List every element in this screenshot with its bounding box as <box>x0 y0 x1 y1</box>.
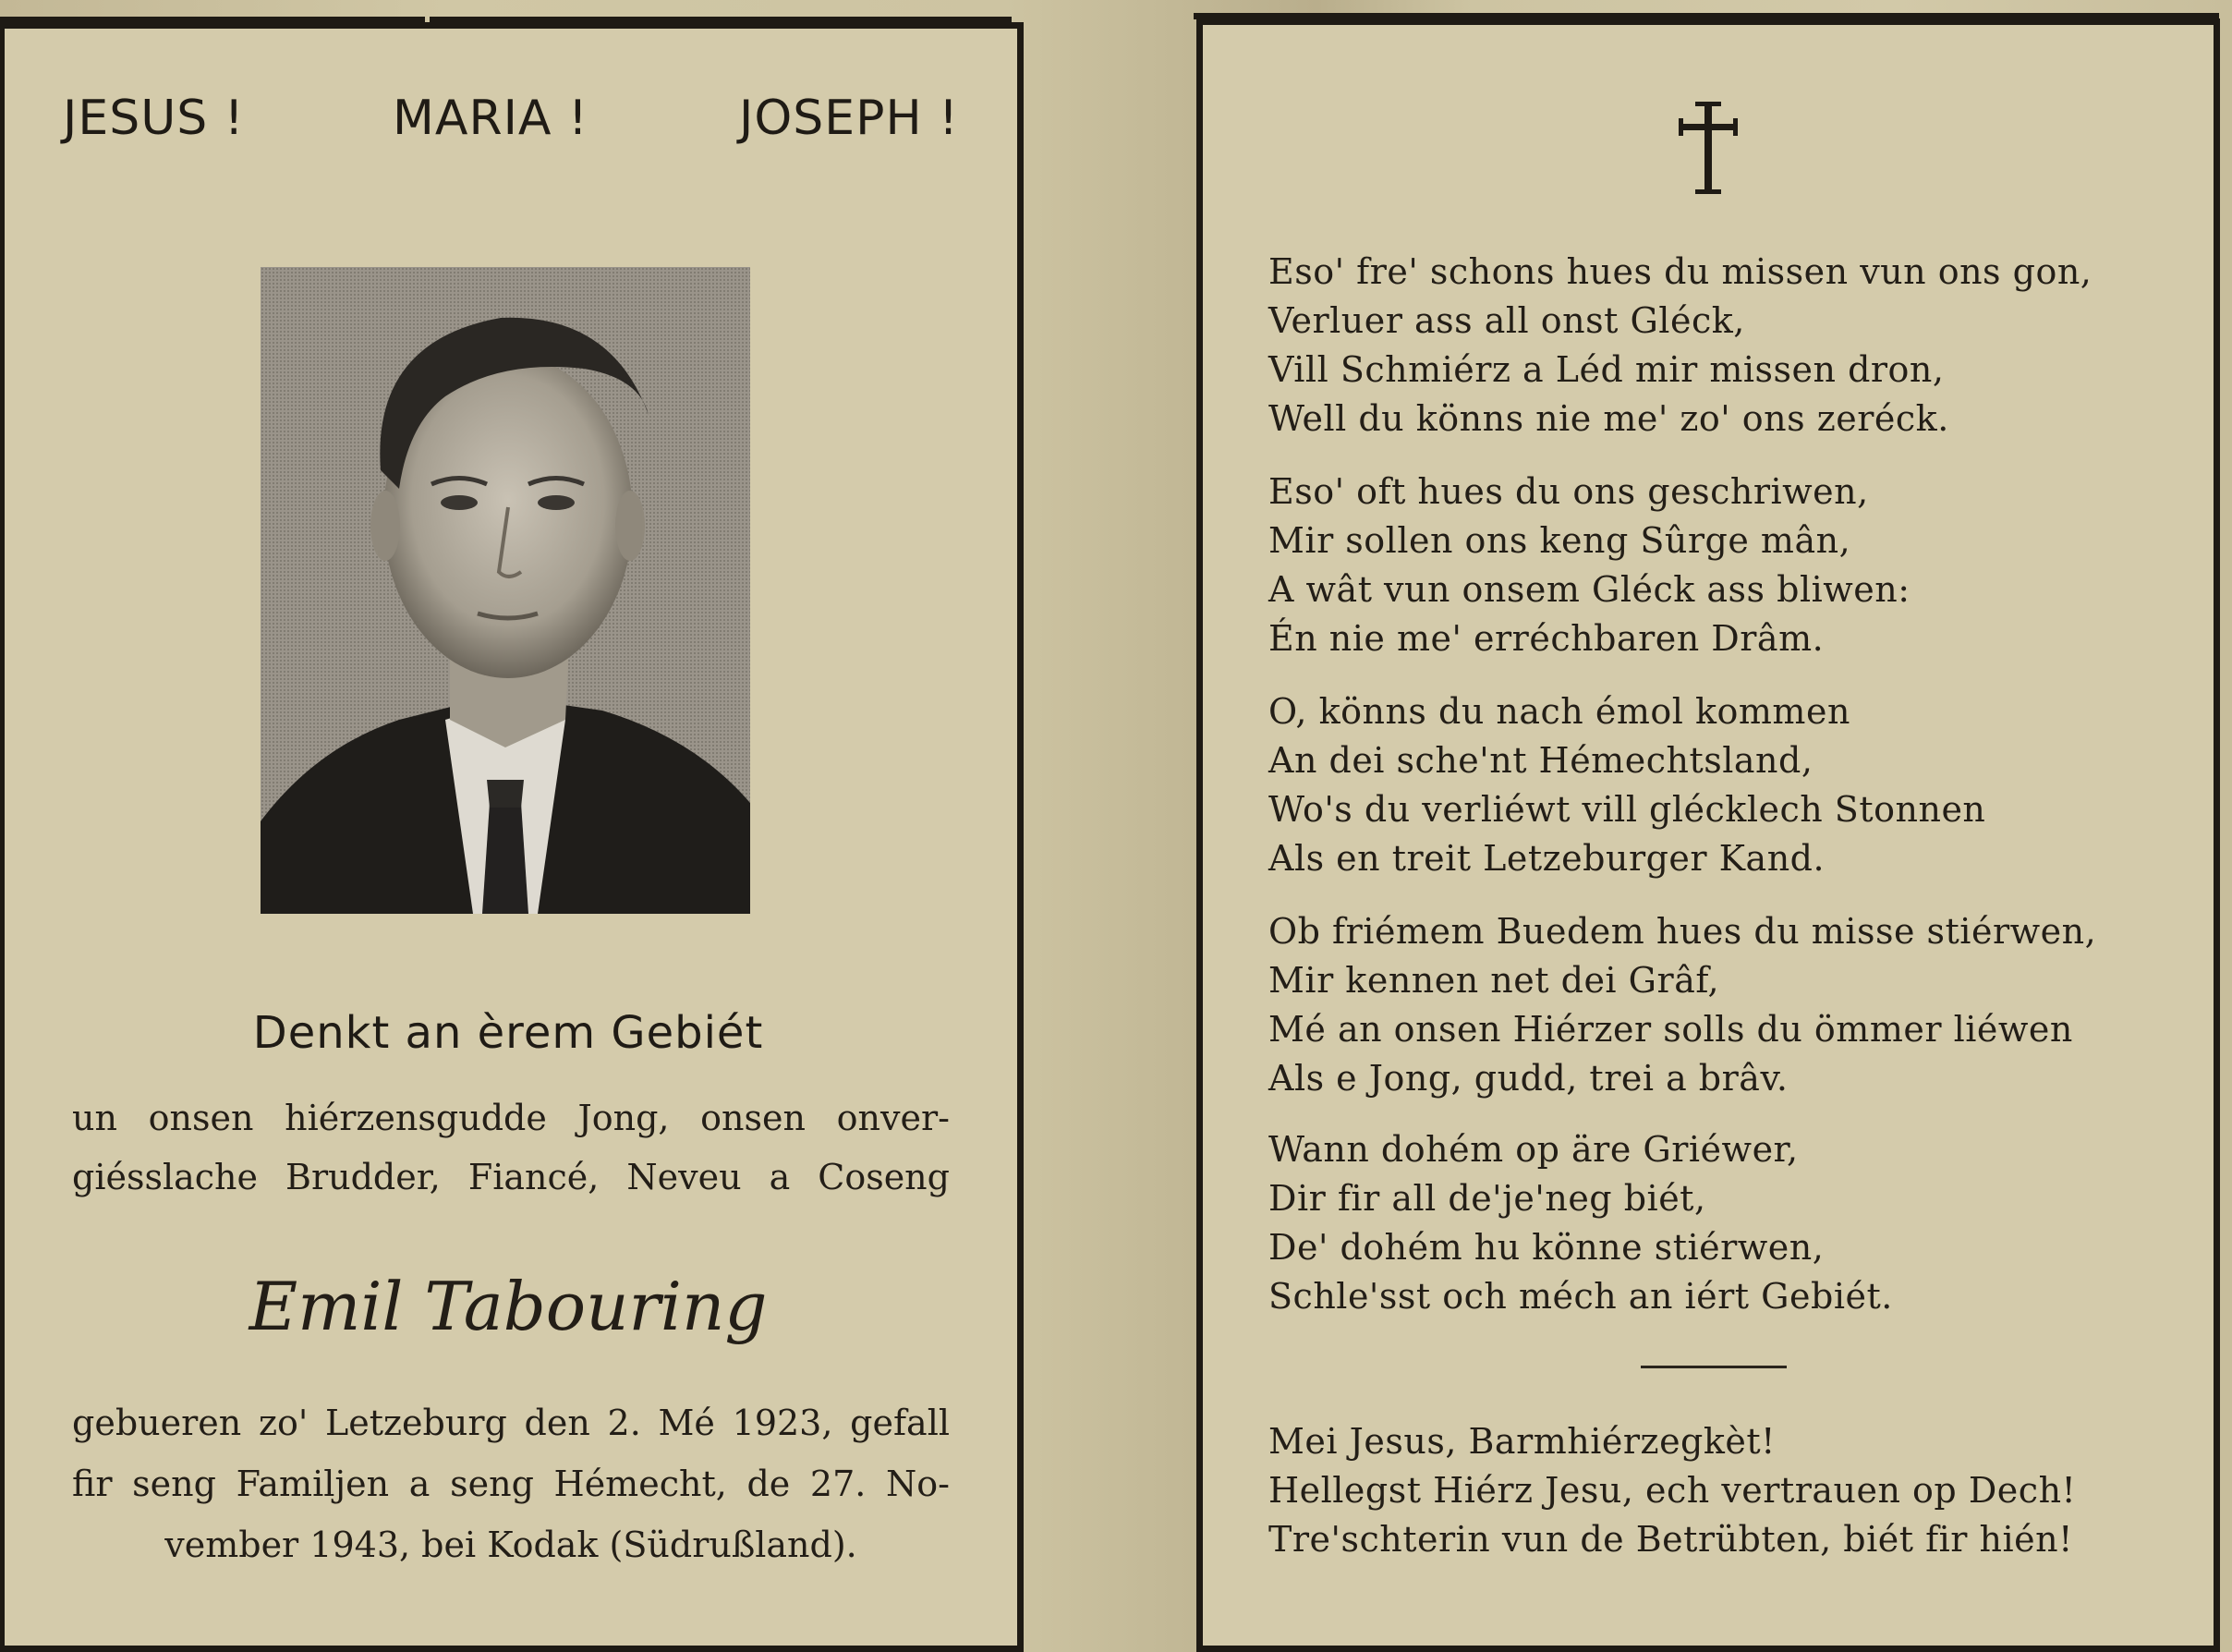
verse-1-line-3: Vill Schmiérz a Léd mir missen dron, <box>1268 349 1945 390</box>
cross-icon <box>1679 102 1738 198</box>
closing-prayer-line-1: Mei Jesus, Barmhiérzegkèt! <box>1268 1421 1776 1462</box>
closing-prayer-line-3: Tre'schterin vun de Betrübten, biét fir hién! <box>1268 1519 2073 1560</box>
verse-3-line-2: An dei sche'nt Hémechtsland, <box>1268 740 1814 781</box>
verse-3-line-1: O, könns du nach émol kommen <box>1268 691 1850 732</box>
verse-2-line-1: Eso' oft hues du ons geschriwen, <box>1268 471 1869 512</box>
verse-2-line-3: A wât vun onsem Gléck ass bliwen: <box>1268 569 1911 610</box>
verse-4-line-2: Mir kennen net dei Grâf, <box>1268 960 1720 1001</box>
deceased-name: Emil Tabouring <box>249 1268 768 1345</box>
portrait-photo <box>261 267 750 914</box>
verse-2-line-2: Mir sollen ons keng Sûrge mân, <box>1268 520 1851 561</box>
verse-4-line-3: Mé an onsen Hiérzer solls du ömmer liéwen <box>1268 1009 2073 1050</box>
birth-line-1: gebueren zo' Letzeburg den 2. Mé 1923, gefall <box>72 1403 950 1443</box>
verse-5-line-4: Schle'sst och méch an iért Gebiét. <box>1268 1276 1893 1317</box>
section-divider <box>1641 1366 1787 1368</box>
birth-line-2: fir seng Familjen a seng Hémecht, de 27. No- <box>72 1464 950 1504</box>
invocation-jesus: JESUS ! <box>63 91 245 146</box>
dedication-line-2: giésslache Brudder, Fiancé, Neveu a Coseng <box>72 1157 950 1197</box>
verse-4-line-4: Als e Jong, gudd, trei a brâv. <box>1268 1058 1789 1099</box>
verse-3-line-4: Als en treit Letzeburger Kand. <box>1268 838 1826 879</box>
dedication-line-1: un onsen hiérzensgudde Jong, onsen onver- <box>72 1098 950 1138</box>
verse-5-line-1: Wann dohém op äre Griéwer, <box>1268 1129 1799 1170</box>
verse-1-line-4: Well du könns nie me' zo' ons zeréck. <box>1268 398 1949 439</box>
verse-4-line-1: Ob friémem Buedem hues du misse stiérwen, <box>1268 911 2097 952</box>
birth-line-3: vember 1943, bei Kodak (Südrußland). <box>164 1524 857 1565</box>
verse-1-line-2: Verluer ass all onst Gléck, <box>1268 300 1745 341</box>
prayer-heading: Denkt an èrem Gebiét <box>252 1007 764 1059</box>
verse-1-line-1: Eso' fre' schons hues du missen vun ons gon, <box>1268 251 2092 292</box>
verse-5-line-2: Dir fir all de'je'neg biét, <box>1268 1178 1706 1219</box>
verse-5-line-3: De' dohém hu könne stiérwen, <box>1268 1227 1825 1268</box>
verse-3-line-3: Wo's du verliéwt vill glécklech Stonnen <box>1268 789 1986 830</box>
invocation-joseph: JOSEPH ! <box>739 91 959 146</box>
closing-prayer-line-2: Hellegst Hiérz Jesu, ech vertrauen op Dech! <box>1268 1470 2077 1511</box>
invocation-maria: MARIA ! <box>393 91 588 146</box>
verse-2-line-4: Én nie me' erréchbaren Drâm. <box>1268 618 1825 659</box>
